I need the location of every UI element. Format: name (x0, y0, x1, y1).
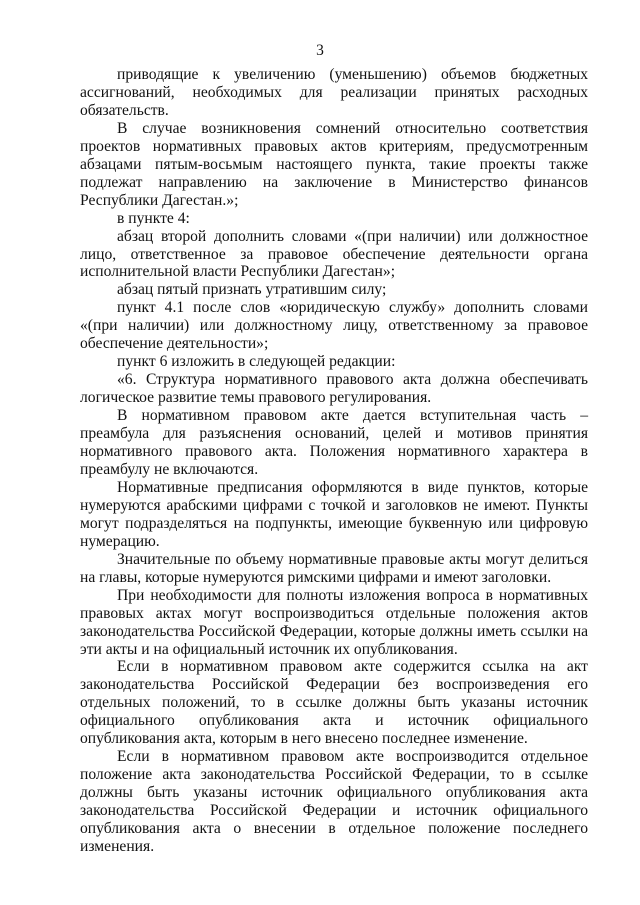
page-number: 3 (316, 42, 324, 59)
paragraph: Если в нормативном правовом акте содержится ссылка на акт законодательства Российской Федерации без воспроизведения его отдельных положений, то в ссылке должны быть указаны источник официального опубликования акта и источник официального опубликования акта, которым в него внесено последнее изменение. (80, 658, 588, 748)
paragraph: Если в нормативном правовом акте воспроизводится отдельное положение акта законодательства Российской Федерации, то в ссылке должны быть указаны источник официального опубликования акта законодательства Российской Федерации и источник официального опубликования акта о внесении в отдельное положение последнего изменения. (80, 748, 588, 855)
paragraph: В нормативном правовом акте дается вступительная часть – преамбула для разъяснения оснований, целей и мотивов принятия нормативного правового акта. Положения нормативного характера в преамбулу не включаются. (80, 407, 588, 478)
paragraph: Значительные по объему нормативные правовые акты могут делиться на главы, которые нумеруются римскими цифрами и имеют заголовки. (80, 550, 588, 586)
document-body (80, 66, 588, 856)
paragraph: В случае возникновения сомнений относительно соответствия проектов нормативных правовых актов критериям, предусмотренным абзацами пятым-восьмым настоящего пункта, такие проекты также подлежат направлению на заключение в Министерство финансов Республики Дагестан.»; (80, 119, 588, 209)
paragraph: пункт 6 изложить в следующей редакции: (117, 353, 396, 371)
paragraph: Нормативные предписания оформляются в виде пунктов, которые нумеруются арабскими цифрами с точкой и заголовков не имеют. Пункты могут подразделяться на подпункты, имеющие буквенную или цифровую нумерацию. (80, 478, 588, 550)
paragraph: приводящие к увеличению (уменьшению) объемов бюджетных ассигнований, необходимых для реализации принятых расходных обязательств. (80, 66, 588, 119)
paragraph: в пункте 4: (117, 209, 190, 227)
paragraph: При необходимости для полноты изложения вопроса в нормативных правовых актах могут воспроизводиться отдельные положения актов законодательства Российской Федерации, которые должны иметь ссылки на эти акты и на официальный источник их опубликования. (80, 586, 588, 658)
paragraph: абзац второй дополнить словами «(при наличии) или должностное лицо, ответственное за правовое обеспечение деятельности органа исполнительной власти Республики Дагестан»; (80, 227, 588, 281)
paragraph: «6. Структура нормативного правового акта должна обеспечивать логическое развитие темы правового регулирования. (80, 371, 588, 407)
paragraph: абзац пятый признать утратившим силу; (117, 281, 387, 299)
paragraph: пункт 4.1 после слов «юридическую службу» дополнить словами «(при наличии) или должностному лицу, ответственному за правовое обеспечение деятельности»; (80, 299, 588, 353)
